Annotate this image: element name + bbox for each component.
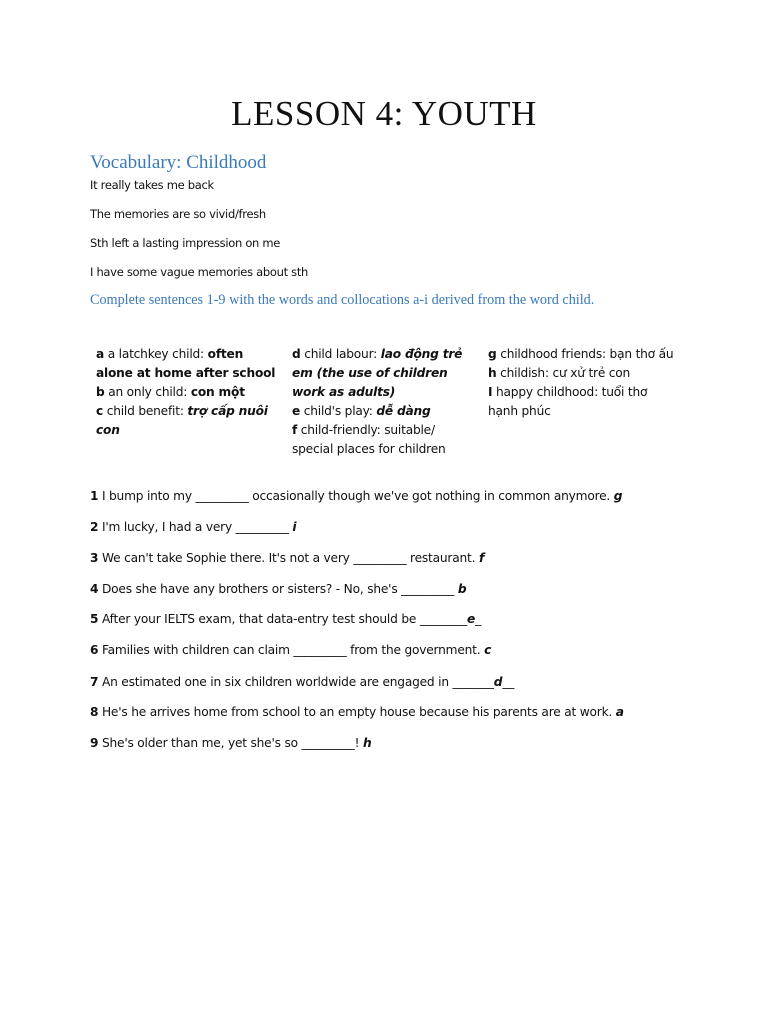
question-answer: g [613,489,623,503]
question-text: Families with children can claim _________ from the government. [98,643,485,657]
option-term: child's play: [300,404,377,418]
option-meaning: lao động trẻ em (the use of children work as adults) [292,347,463,399]
option-i [488,383,678,421]
option-d [292,345,478,402]
option-letter: b [96,385,105,399]
option-h [488,364,678,383]
phrase-4: I have some vague memories about sth [90,265,309,279]
question-text: He's he arrives home from school to an empty house because his parents are at work. [98,705,616,719]
question-7 [90,675,514,689]
question-8 [90,705,624,719]
options-column-1 [96,345,278,440]
question-answer: a [615,705,624,719]
question-number: 1 [90,489,99,503]
question-text: I bump into my _________ occasionally though we've got nothing in common anymore. [98,489,614,503]
question-2 [90,520,296,534]
option-f [292,421,478,459]
options-column-2 [292,345,478,459]
question-answer: d [493,675,503,689]
question-answer: f [478,551,485,565]
question-answer: i [292,520,297,534]
option-letter: e [292,404,301,418]
phrase-3: Sth left a lasting impression on me [90,236,281,250]
option-letter: f [292,423,298,437]
option-letter: c [96,404,104,418]
question-answer: h [362,736,372,750]
option-term: child labour: [300,347,381,361]
option-letter: I [488,385,493,399]
question-number: 5 [90,612,99,626]
question-1 [90,489,622,503]
question-answer: b [457,582,467,596]
option-term: an only child: [104,385,191,399]
question-blank-tail: _ [475,612,481,626]
section-heading: Vocabulary: Childhood [90,152,267,173]
question-text: Does she have any brothers or sisters? - No, she's _________ [98,582,458,596]
option-meaning: dễ dàng [376,404,431,418]
question-number: 6 [90,643,99,657]
question-text: I'm lucky, I had a very _________ [98,520,293,534]
option-e [292,402,478,421]
question-number: 8 [90,705,99,719]
lesson-title: LESSON 4: YOUTH [231,94,537,133]
question-3 [90,551,484,565]
question-9 [90,736,371,750]
option-letter: d [292,347,301,361]
option-term: child benefit: [103,404,188,418]
option-meaning: con một [190,385,245,399]
question-answer: c [484,643,492,657]
question-number: 9 [90,736,99,750]
option-term: childhood friends: bạn thơ ấu [496,347,674,361]
question-blank-tail: __ [502,675,515,689]
phrase-1: It really takes me back [90,178,214,192]
option-c [96,402,278,440]
instruction: Complete sentences 1-9 with the words and collocations a-i derived from the word child. [90,292,595,308]
option-a [96,345,278,383]
question-number: 3 [90,551,99,565]
option-b [96,383,278,402]
question-4 [90,582,466,596]
question-number: 2 [90,520,99,534]
option-letter: h [488,366,497,380]
question-number: 4 [90,582,99,596]
question-text: An estimated one in six children worldwide are engaged in _______ [98,675,494,689]
option-g [488,345,678,364]
question-5 [90,612,481,626]
option-term: happy childhood: tuổi thơ hạnh phúc [488,385,648,418]
option-letter: g [488,347,497,361]
question-answer: e [466,612,476,626]
option-term: childish: cư xử trẻ con [496,366,631,380]
option-letter: a [96,347,105,361]
question-text: After your IELTS exam, that data-entry test should be ________ [98,612,467,626]
question-number: 7 [90,675,99,689]
option-term: child-friendly: suitable/ special places for children [292,423,446,456]
options-column-3 [488,345,678,421]
question-6 [90,643,491,657]
option-meaning: trợ cấp nuôi con [96,404,268,437]
option-meaning: often alone at home after school [96,347,276,380]
phrase-2: The memories are so vivid/fresh [90,207,266,221]
question-text: She's older than me, yet she's so _________! [98,736,363,750]
option-term: a latchkey child: [104,347,208,361]
question-text: We can't take Sophie there. It's not a very _________ restaurant. [98,551,479,565]
